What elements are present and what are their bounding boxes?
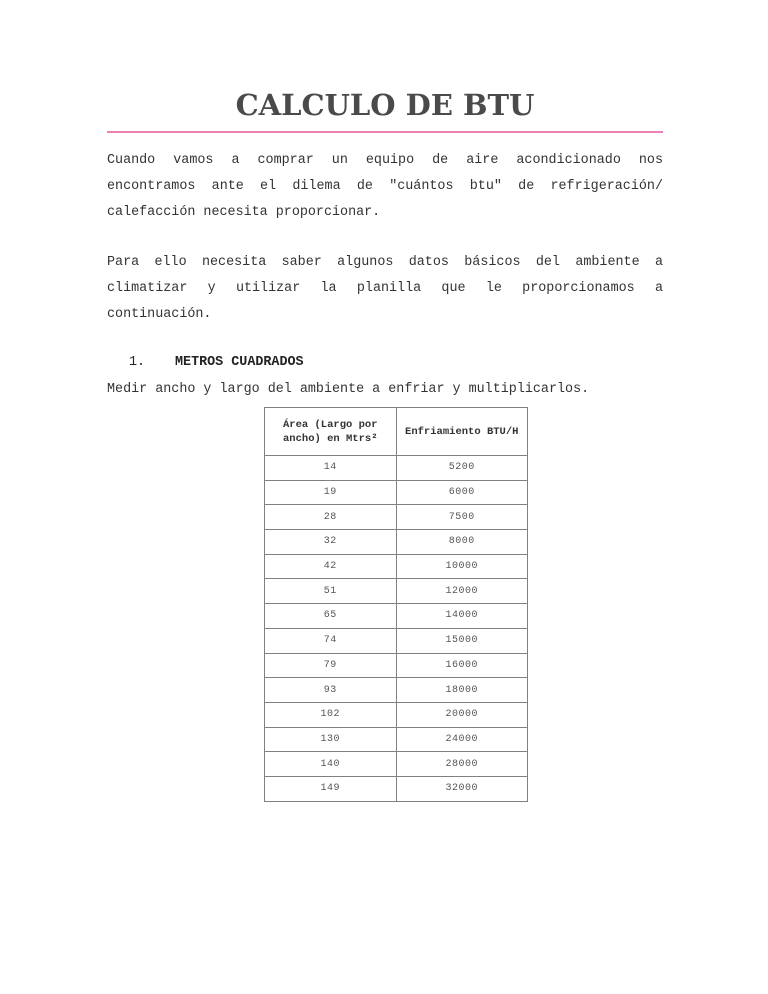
table-row: [265, 530, 528, 555]
area-cell: 65: [265, 604, 397, 629]
area-cell: 93: [265, 678, 397, 703]
btu-cell: 5200: [396, 456, 528, 481]
table-row: [265, 554, 528, 579]
table-row: [265, 752, 528, 777]
area-cell: 102: [265, 702, 397, 727]
header-area: Área (Largo por ancho) en Mtrs²: [265, 408, 397, 456]
btu-table: [264, 407, 528, 802]
btu-cell: 28000: [396, 752, 528, 777]
area-cell: 149: [265, 776, 397, 801]
table-row: [265, 653, 528, 678]
area-cell: 28: [265, 505, 397, 530]
area-cell: 19: [265, 480, 397, 505]
table-row: [265, 678, 528, 703]
area-cell: 42: [265, 554, 397, 579]
table-header-row: [265, 408, 528, 456]
area-cell: 130: [265, 727, 397, 752]
section-number: 1.: [129, 355, 146, 370]
table-row: [265, 776, 528, 801]
btu-cell: 10000: [396, 554, 528, 579]
btu-cell: 14000: [396, 604, 528, 629]
btu-cell: 16000: [396, 653, 528, 678]
header-btu: Enfriamiento BTU/H: [396, 408, 528, 456]
btu-cell: 20000: [396, 702, 528, 727]
intro-paragraph: Cuando vamos a comprar un equipo de aire acondicionado nos encontramos ante el dilema de "cuántos btu" de refrigeración/ calefacción necesita proporcionar.: [107, 153, 663, 220]
btu-cell: 18000: [396, 678, 528, 703]
page-title: CALCULO DE BTU: [235, 88, 535, 122]
title-divider: [107, 131, 663, 133]
btu-cell: 24000: [396, 727, 528, 752]
section-title: METROS CUADRADOS: [175, 355, 304, 370]
table-row: [265, 579, 528, 604]
area-cell: 32: [265, 530, 397, 555]
btu-cell: 8000: [396, 530, 528, 555]
table-row: [265, 727, 528, 752]
section-text: Medir ancho y largo del ambiente a enfriar y multiplicarlos.: [107, 382, 590, 397]
btu-cell: 6000: [396, 480, 528, 505]
table-row: [265, 604, 528, 629]
table-row: [265, 456, 528, 481]
btu-cell: 15000: [396, 628, 528, 653]
table-row: [265, 480, 528, 505]
btu-cell: 12000: [396, 579, 528, 604]
instructions-paragraph: Para ello necesita saber algunos datos básicos del ambiente a climatizar y utilizar la planilla que le proporcionamos a continuación.: [107, 255, 663, 322]
area-cell: 79: [265, 653, 397, 678]
area-cell: 74: [265, 628, 397, 653]
btu-cell: 32000: [396, 776, 528, 801]
table-row: [265, 702, 528, 727]
area-cell: 51: [265, 579, 397, 604]
area-cell: 14: [265, 456, 397, 481]
table-row: [265, 505, 528, 530]
table-row: [265, 628, 528, 653]
area-cell: 140: [265, 752, 397, 777]
btu-cell: 7500: [396, 505, 528, 530]
